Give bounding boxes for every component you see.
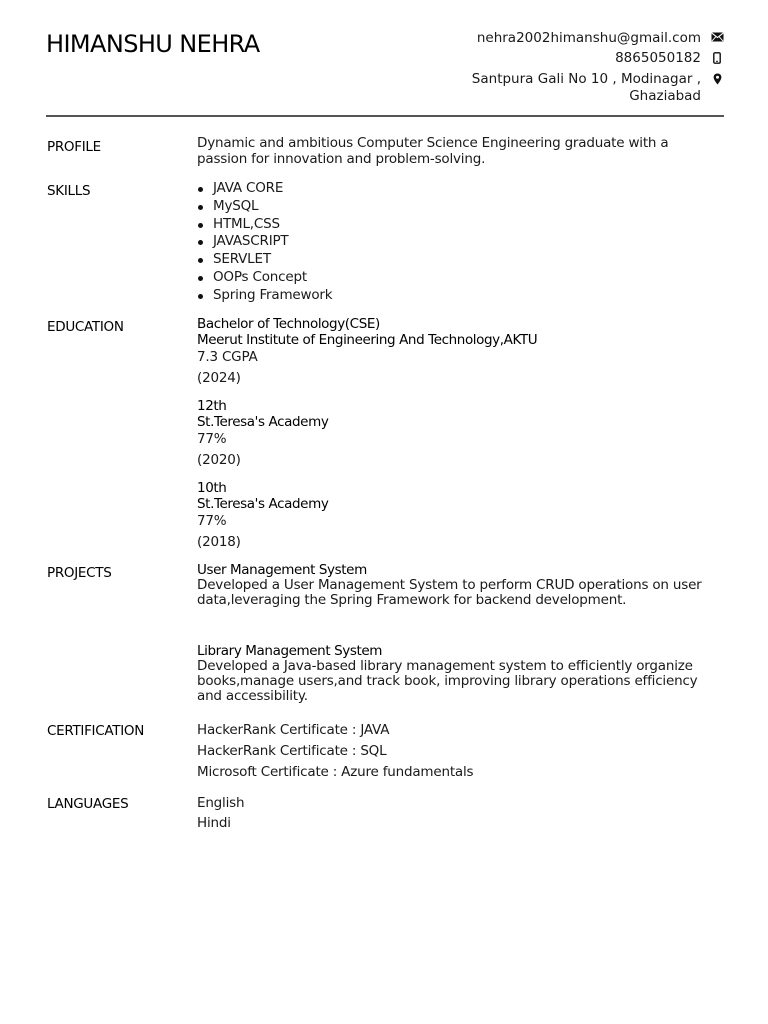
education-year: (2024): [197, 370, 241, 386]
skill-item: SERVLET: [197, 251, 717, 269]
education-score: 77%: [197, 513, 227, 529]
language-item: English: [197, 795, 245, 811]
project-description: Developed a Java-based library management system to efficiently organize books,manage users,and track book, improving library operations efficiency and accessibility.: [197, 657, 698, 705]
skill-item: OOPs Concept: [197, 269, 717, 287]
education-degree: 10th: [197, 480, 227, 496]
certification-heading: CERTIFICATION: [47, 723, 144, 739]
education-entry: [197, 398, 717, 468]
languages-heading: LANGUAGES: [47, 796, 129, 812]
certification-item: Microsoft Certificate : Azure fundamentals: [197, 764, 474, 780]
skill-item: JAVA CORE: [197, 180, 717, 198]
education-institution: St.Teresa's Academy: [197, 496, 329, 512]
profile-text: Dynamic and ambitious Computer Science Engineering graduate with a passion for innovation and problem-solving.: [197, 135, 669, 167]
skills-list: [197, 180, 717, 305]
project-title: User Management System: [197, 562, 367, 578]
mobile-phone-icon: [710, 50, 724, 64]
envelope-icon: [710, 30, 724, 42]
skills-heading: SKILLS: [47, 183, 91, 199]
education-year: (2018): [197, 534, 241, 550]
education-score: 77%: [197, 431, 227, 447]
education-institution: St.Teresa's Academy: [197, 414, 329, 430]
education-body: [197, 316, 717, 562]
certification-item: HackerRank Certificate : JAVA: [197, 722, 390, 738]
profile-body: [197, 136, 717, 167]
email-text: nehra2002himanshu@gmail.com: [476, 30, 701, 46]
education-heading: EDUCATION: [47, 319, 124, 335]
education-score: 7.3 CGPA: [197, 349, 258, 365]
contact-email-row: [404, 30, 724, 47]
education-entry: [197, 316, 717, 386]
education-degree: 12th: [197, 398, 227, 414]
skills-body: [197, 180, 717, 305]
education-entry: [197, 480, 717, 550]
skill-item: JAVASCRIPT: [197, 233, 717, 251]
contact-block: [404, 30, 724, 108]
certification-section: [47, 720, 727, 783]
project-entry: [197, 562, 717, 609]
address-line-1: Santpura Gali No 10 , Modinagar ,: [471, 71, 701, 87]
phone-text: 8865050182: [615, 50, 701, 66]
project-title: Library Management System: [197, 642, 383, 659]
address-line-2: Ghaziabad: [629, 88, 701, 104]
skill-item: Spring Framework: [197, 287, 717, 305]
languages-section: [47, 793, 727, 833]
profile-section: [47, 136, 727, 167]
profile-heading: PROFILE: [47, 139, 101, 155]
candidate-name: HIMANSHU NEHRA: [46, 30, 260, 58]
skill-item: HTML,CSS: [197, 216, 717, 234]
project-description: Developed a User Management System to perform CRUD operations on user data,leveraging the Spring Framework for backend development.: [197, 577, 702, 609]
languages-body: [197, 793, 717, 833]
projects-section: [47, 562, 727, 704]
education-institution: Meerut Institute of Engineering And Technology,AKTU: [197, 332, 538, 348]
skill-item: MySQL: [197, 198, 717, 216]
projects-heading: PROJECTS: [47, 565, 112, 581]
projects-body: [197, 562, 717, 704]
education-degree: Bachelor of Technology(CSE): [197, 316, 380, 332]
education-section: [47, 316, 727, 562]
project-entry: [197, 643, 717, 705]
contact-phone-row: [404, 50, 724, 67]
certification-body: [197, 720, 717, 783]
skills-section: [47, 180, 727, 305]
map-pin-icon: [710, 71, 724, 85]
language-item: Hindi: [197, 815, 231, 831]
education-year: (2020): [197, 452, 241, 468]
contact-address-row: [404, 71, 724, 105]
address-text: [472, 71, 701, 105]
certification-item: HackerRank Certificate : SQL: [197, 743, 387, 759]
header-divider: [46, 115, 724, 117]
